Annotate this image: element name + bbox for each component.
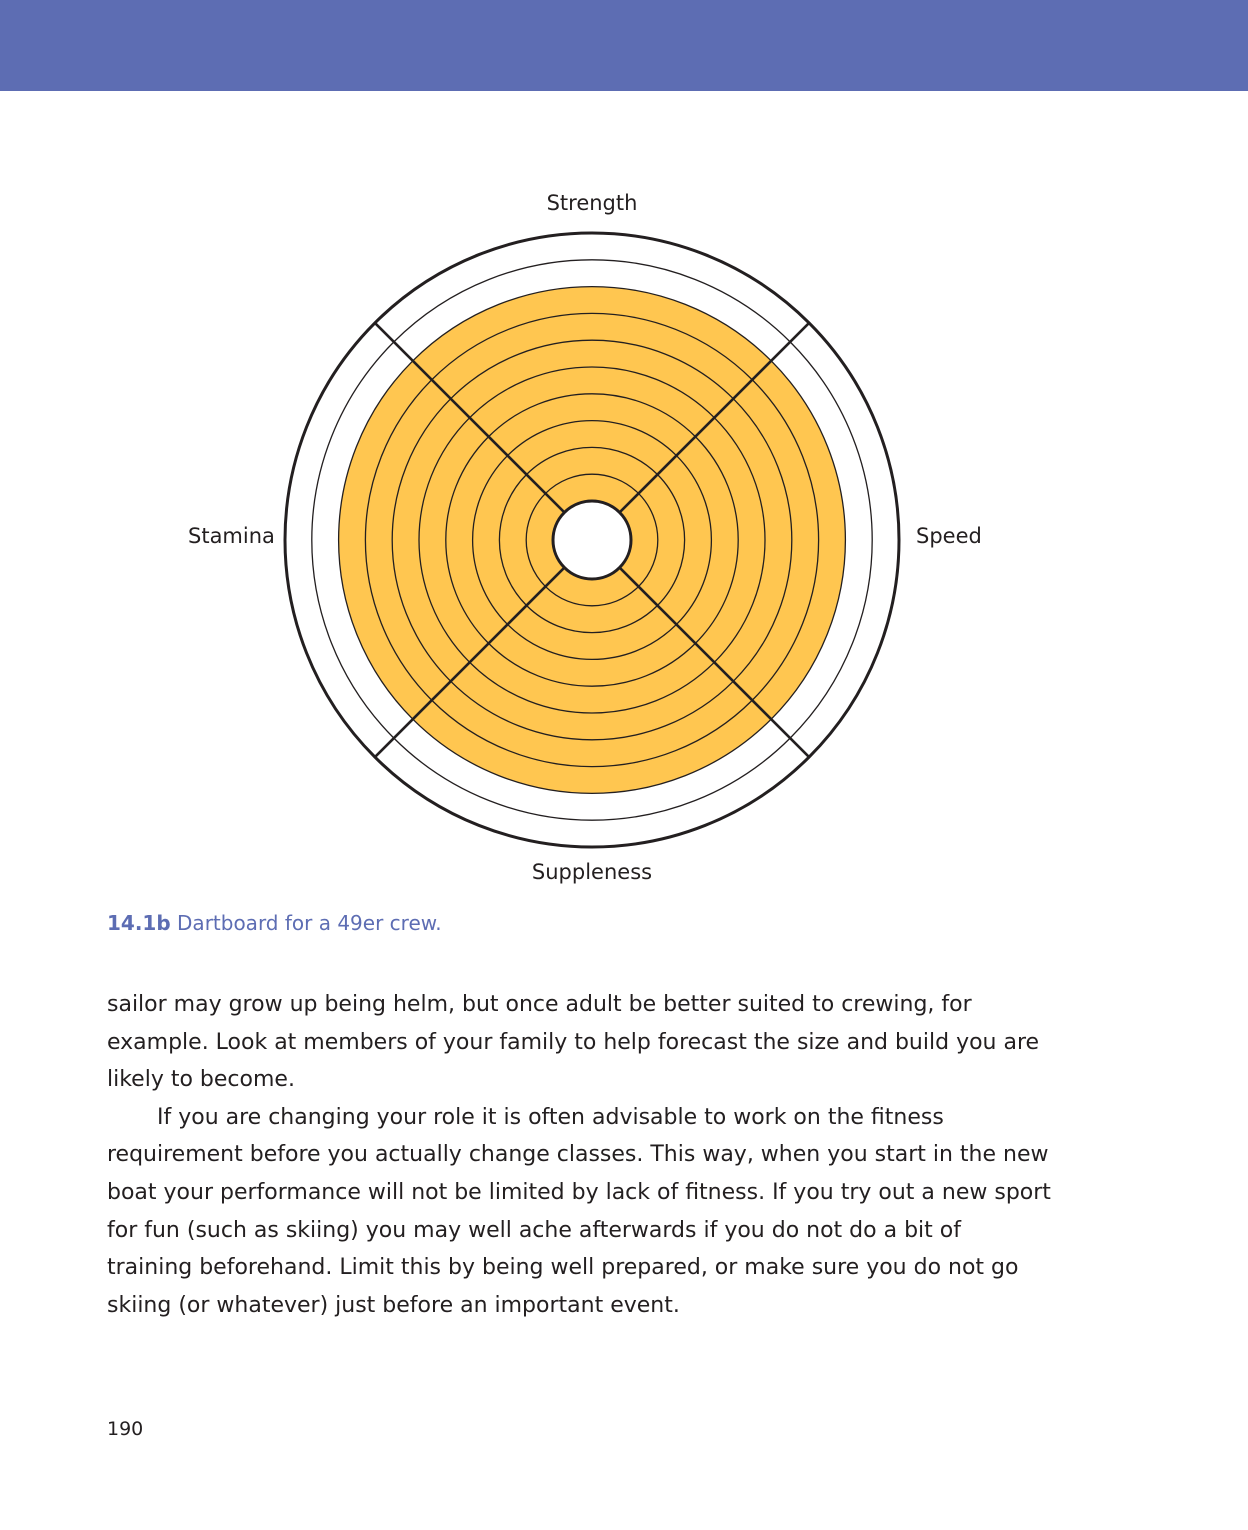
figure-caption	[107, 911, 442, 935]
axis-label-strength: Strength	[546, 191, 638, 215]
paragraph: sailor may grow up being helm, but once adult be better suited to crewing, for example. Look at members of your family to help forecast the size and build you are likely to become.	[107, 992, 1040, 1093]
center-hub	[553, 501, 631, 579]
page-number: 190	[107, 1418, 144, 1440]
body-text	[107, 986, 1052, 1324]
axis-label-stamina: Stamina	[188, 524, 275, 548]
paragraph: If you are changing your role it is often advisable to work on the fitness requirement before you actually change classes. This way, when you start in the new boat your performance will not be limited by lack of fitness. If you try out a new sport for fun (such as skiing) you may well ache afterwards if you do not do a bit of training beforehand. Limit this by being well prepared, or make sure you do not go skiing (or whatever) just before an important event.	[107, 1104, 1051, 1318]
caption-text: Dartboard for a 49er crew.	[177, 911, 442, 935]
caption-number: 14.1b	[107, 911, 171, 935]
axis-label-suppleness: Suppleness	[531, 860, 653, 884]
axis-label-speed: Speed	[916, 524, 982, 548]
